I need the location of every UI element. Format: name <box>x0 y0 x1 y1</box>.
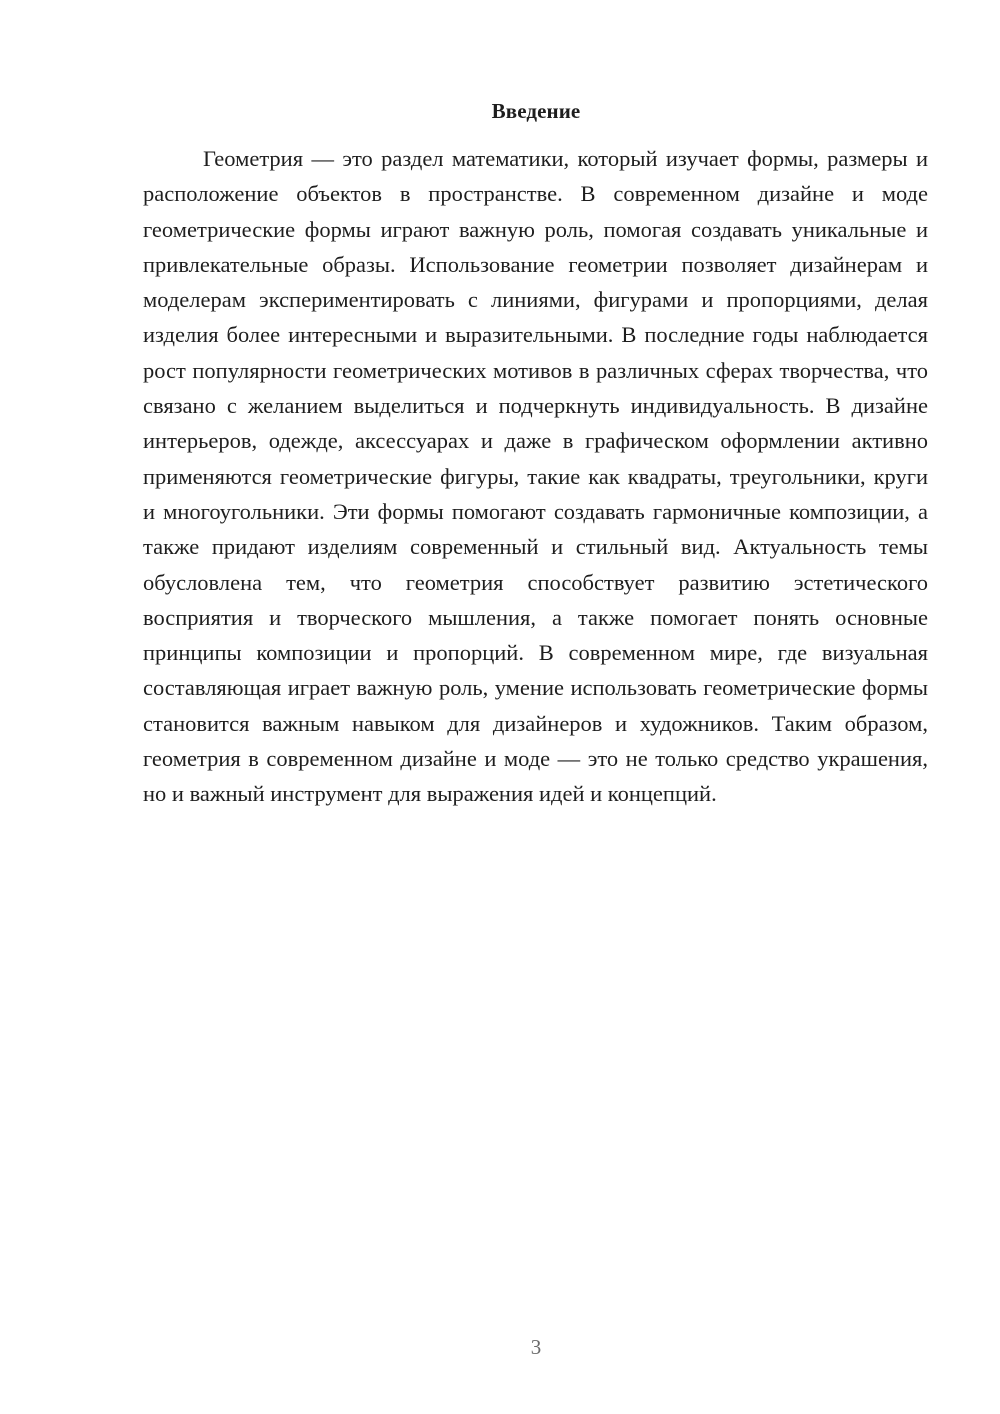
introduction-paragraph: Геометрия — это раздел математики, который изучает формы, размеры и расположение объектов в пространстве. В современном дизайне и моде геометрические формы играют важную роль, помогая создавать уникальные и привлекательные образы. Использование геометрии позволяет дизайнерам и моделерам экспериментировать с линиями, фигурами и пропорциями, делая изделия более интересными и выразительными. В последние годы наблюдается рост популярности геометрических мотивов в различных сферах творчества, что связано с желанием выделиться и подчеркнуть индивидуальность. В дизайне интерьеров, одежде, аксессуарах и даже в графическом оформлении активно применяются геометрические фигуры, такие как квадраты, треугольники, круги и многоугольники. Эти формы помогают создавать гармоничные композиции, а также придают изделиям современный и стильный вид. Актуальность темы обусловлена тем, что геометрия способствует развитию эстетического восприятия и творческого мышления, а также помогает понять основные принципы композиции и пропорций. В современном мире, где визуальная составляющая играет важную роль, умение использовать геометрические формы становится важным навыком для дизайнеров и художников. Таким образом, геометрия в современном дизайне и моде — это не только средство украшения, но и важный инструмент для выражения идей и концепций. <box>143 146 928 807</box>
section-heading: Введение <box>491 99 581 123</box>
page-number: 3 <box>530 1335 542 1359</box>
